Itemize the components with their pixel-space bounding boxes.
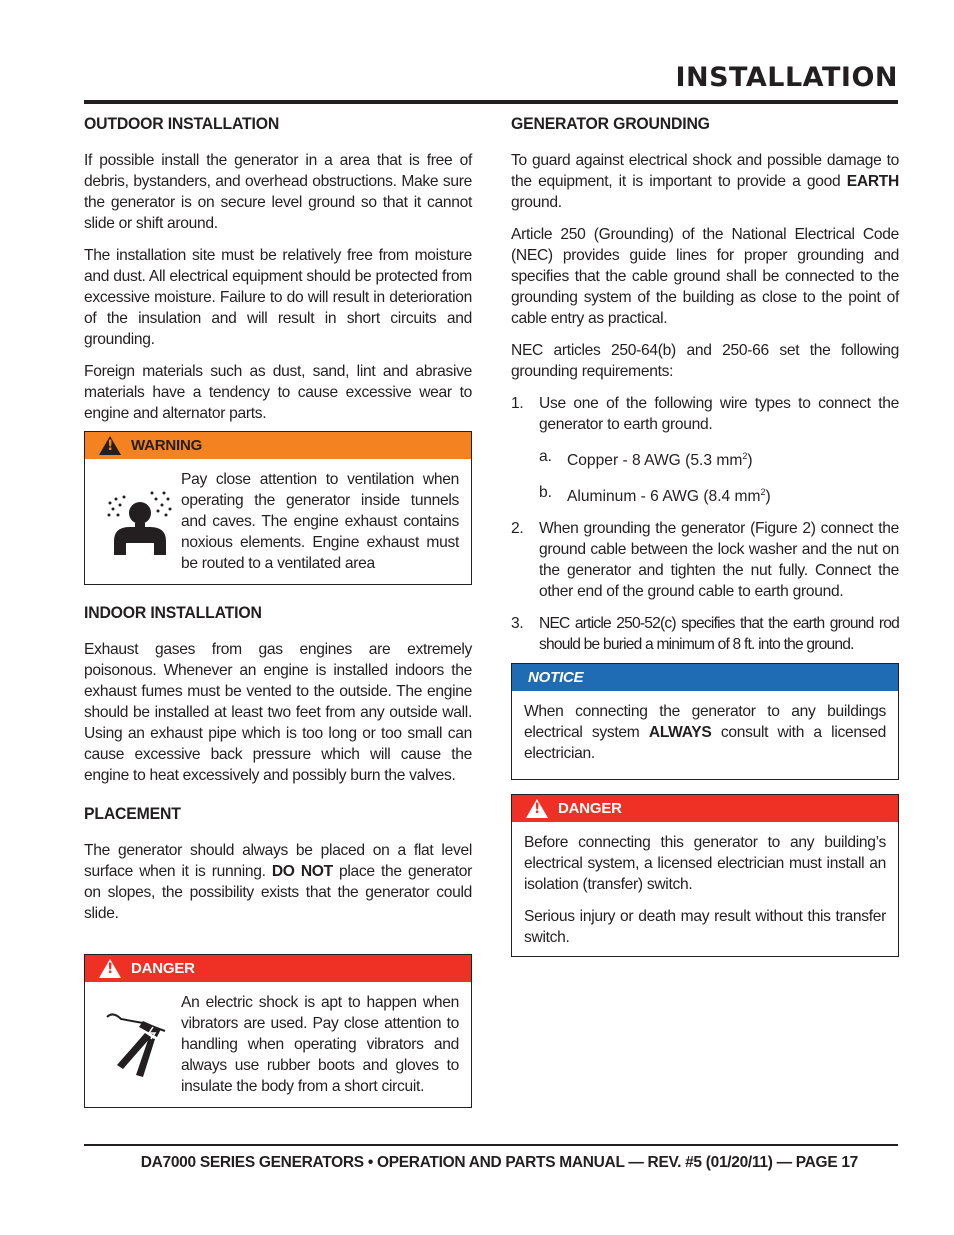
list-item (511, 613, 899, 655)
electric-shock-icon (97, 992, 181, 1101)
sub-b-sup: 2 (760, 487, 766, 498)
grounding-heading: GENERATOR GROUNDING (511, 114, 710, 133)
step-text: When grounding the generator (Figure 2) connect the ground cable between the lock washer and the nut on the generator and tighten the nut fully. Connect the other end of the ground cable to earth ground. (539, 520, 899, 601)
step-number: 1. (511, 395, 524, 412)
sub-step-letter: b. (539, 484, 553, 502)
notice-text-bold: ALWAYS (648, 724, 712, 742)
step-number: 3. (511, 615, 524, 633)
warning-body (85, 459, 471, 584)
indoor-heading: INDOOR INSTALLATION (84, 603, 262, 622)
list-item (539, 446, 899, 471)
danger-box-left (84, 954, 472, 1108)
sub-a-end: ) (747, 452, 753, 470)
grounding-text-bold: EARTH (846, 173, 899, 190)
notice-text-b: consult with a licensed electrician. (524, 724, 886, 763)
step-text: NEC article 250-52(c) specifies that the earth ground rod should be buried a minimum of 8 ft. into the ground. (539, 615, 899, 654)
placement-text-a: The generator should always be placed on a flat level surface when it is running. (84, 842, 472, 880)
alert-triangle-icon (99, 436, 121, 455)
outdoor-heading: OUTDOOR INSTALLATION (84, 114, 280, 133)
danger-text-right-1: Before connecting this generator to any building’s electrical system, a licensed electrician must install an isolation (transfer) switch. (524, 834, 886, 894)
grounding-steps (511, 393, 899, 435)
notice-header (512, 664, 898, 691)
step-text: Use one of the following wire types to connect the generator to earth ground. (539, 395, 899, 433)
outdoor-paragraph-2: The installation site must be relatively free from moisture and dust. All electrical equipment should be protected from excessive moisture. Failure to do will result in deterioration of the insulation and will result in short circuits and grounding. (84, 247, 472, 348)
grounding-steps-cont (511, 518, 899, 655)
danger-header-left (85, 955, 471, 982)
page-footer: DA7000 SERIES GENERATORS • OPERATION AND PARTS MANUAL — REV. #5 (01/20/11) — PAGE 17 (140, 1154, 858, 1171)
grounding-text-a: To guard against electrical shock and possible damage to the equipment, it is important to provide a good (511, 152, 899, 190)
list-item (511, 518, 899, 602)
bottom-divider (84, 1144, 898, 1146)
danger-label-right: DANGER (558, 800, 622, 818)
step-number: 2. (511, 520, 524, 538)
sub-step-text (567, 482, 771, 507)
indoor-paragraph: Exhaust gases from gas engines are extremely poisonous. Whenever an engine is installed indoors the exhaust fumes must be vented to the outside. The engine should be installed at least two feet from any outside wall. Using an exhaust pipe which is too long or too small can cause excessive back pressure which will cause the engine to heat excessively and possibly burn the valves. (84, 641, 472, 784)
notice-label: NOTICE (528, 669, 584, 687)
notice-text (524, 701, 886, 764)
placement-text-bold: DO NOT (271, 863, 333, 880)
right-column (511, 114, 899, 971)
danger-text-left: An electric shock is apt to happen when vibrators are used. Pay close attention to handling when operating vibrators and always use rubber boots and gloves to insulate the body from a short circuit. (181, 994, 459, 1095)
grounding-paragraph-2: Article 250 (Grounding) of the National Electrical Code (NEC) provides guide lines for proper grounding and specifies that the cable ground shall be connected to the grounding system of the building as close to the point of cable entry as practical. (511, 226, 899, 327)
alert-triangle-icon (526, 799, 548, 818)
placement-heading: PLACEMENT (84, 804, 181, 823)
grounding-paragraph-3: NEC articles 250-64(b) and 250-66 set the following grounding requirements: (511, 342, 899, 380)
page-title: INSTALLATION (675, 62, 898, 93)
outdoor-paragraph-3: Foreign materials such as dust, sand, lint and abrasive materials have a tendency to cause excessive wear to engine and alternator parts. (84, 363, 472, 422)
outdoor-paragraph-1: If possible install the generator in a area that is free of debris, bystanders, and overhead obstructions. Make sure the generator is on secure level ground so that it cannot slide or shift around. (84, 152, 472, 232)
exhaust-hazard-icon (97, 469, 181, 578)
notice-text-a: When connecting the generator to any buildings electrical system (524, 703, 886, 742)
list-item (539, 482, 899, 507)
warning-header (85, 432, 471, 459)
sub-b-text: Aluminum - 6 AWG (8.4 mm (567, 488, 761, 506)
warning-label: WARNING (131, 437, 203, 454)
warning-box (84, 431, 472, 585)
sub-step-letter: a. (539, 448, 553, 465)
danger-body-left (85, 982, 471, 1107)
sub-a-text: Copper - 8 AWG (5.3 mm (567, 452, 743, 470)
grounding-paragraph-1 (511, 150, 899, 213)
placement-paragraph (84, 840, 472, 924)
danger-header-right (512, 795, 898, 822)
danger-text-right-2: Serious injury or death may result without this transfer switch. (524, 908, 886, 947)
danger-box-right (511, 794, 899, 957)
top-divider (84, 100, 898, 104)
notice-body (512, 691, 898, 779)
sub-step-text (567, 446, 753, 471)
notice-box (511, 663, 899, 780)
danger-body-right (512, 822, 898, 956)
grounding-text-b: ground. (511, 194, 562, 211)
list-item (511, 393, 899, 435)
warning-text: Pay close attention to ventilation when operating the generator inside tunnels and caves. The engine exhaust contains noxious elements. Engine exhaust must be routed to a ventilated area (181, 471, 459, 572)
alert-triangle-icon (99, 959, 121, 978)
sub-b-end: ) (765, 488, 771, 506)
danger-label-left: DANGER (131, 960, 195, 977)
sub-a-sup: 2 (742, 451, 748, 461)
placement-text-b: place the generator on slopes, the possibility exists that the generator could slide. (84, 863, 472, 922)
left-column (84, 114, 472, 1122)
